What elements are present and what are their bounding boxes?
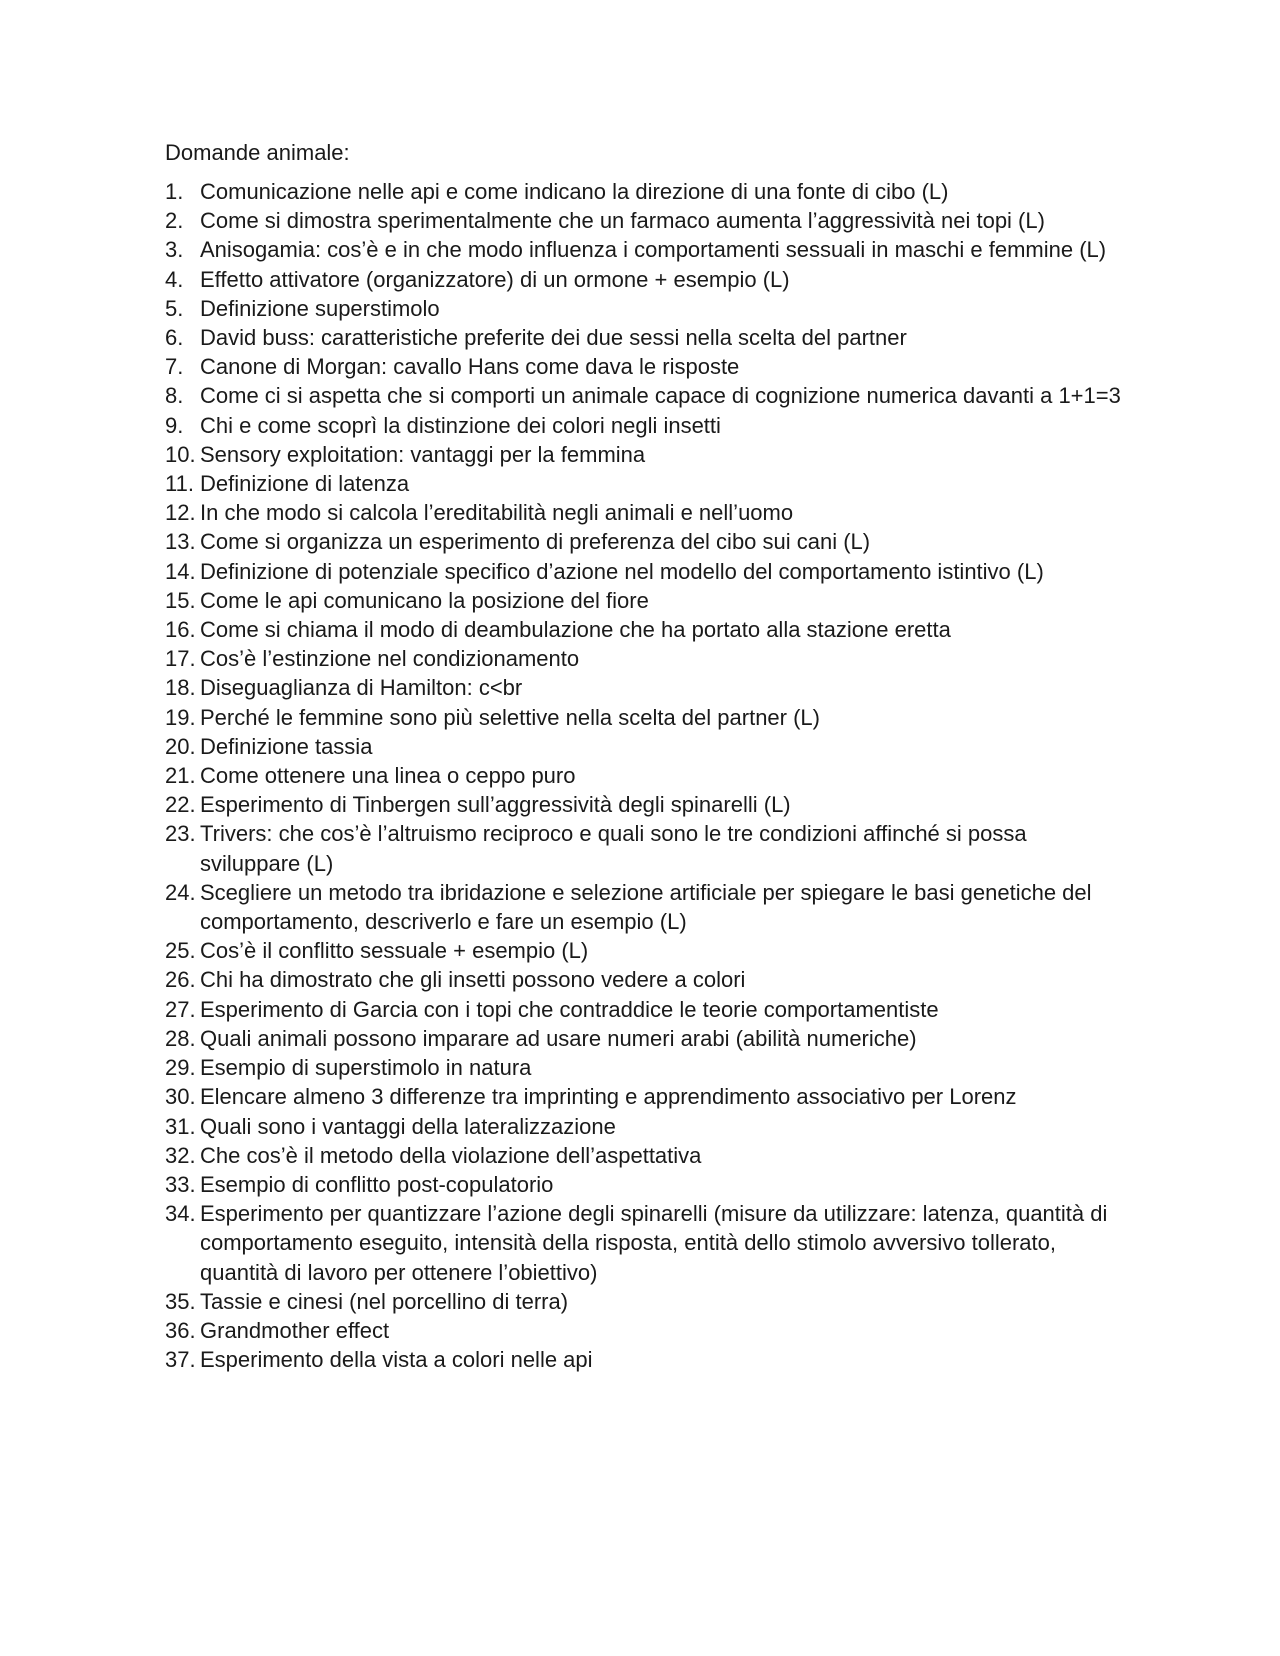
question-number: 20. [165, 733, 196, 759]
question-number: 21. [165, 763, 196, 789]
question-item [165, 498, 1125, 527]
question-text: Canone di Morgan: cavallo Hans come dava le risposte [200, 354, 740, 380]
question-item [165, 1316, 1125, 1345]
question-text: Esperimento di Garcia con i topi che contraddice le teorie comportamentiste [200, 996, 939, 1022]
question-text: Esperimento di Tinbergen sull’aggressività degli spinarelli (L) [200, 792, 791, 818]
question-number: 17. [165, 646, 196, 672]
question-item [165, 440, 1125, 469]
question-number: 14. [165, 558, 196, 584]
question-item [165, 1287, 1125, 1316]
question-text: Cos’è l’estinzione nel condizionamento [200, 646, 580, 672]
question-number: 19. [165, 704, 196, 730]
question-item [165, 177, 1125, 206]
question-text: Scegliere un metodo tra ibridazione e selezione artificiale per spiegare le basi genetiche del comportamento, descriverlo e fare un esempio (L) [200, 879, 1092, 935]
question-number: 24. [165, 879, 196, 905]
question-number: 31. [165, 1113, 196, 1139]
question-number: 10. [165, 441, 196, 467]
question-item [165, 294, 1125, 323]
question-text: Trivers: che cos’è l’altruismo reciproco e quali sono le tre condizioni affinché si possa sviluppare (L) [200, 821, 1027, 876]
question-text: Comunicazione nelle api e come indicano la direzione di una fonte di cibo (L) [200, 179, 949, 204]
question-number: 22. [165, 792, 196, 818]
question-item [165, 1082, 1125, 1111]
question-item [165, 469, 1125, 498]
question-item [165, 732, 1125, 761]
document-heading: Domande animale: [165, 140, 350, 165]
question-item [165, 1024, 1125, 1053]
question-number: 33. [165, 1171, 196, 1197]
question-text: Come si organizza un esperimento di preferenza del cibo sui cani (L) [200, 529, 871, 555]
question-number: 13. [165, 529, 196, 555]
question-text: Esempio di superstimolo in natura [200, 1055, 532, 1081]
question-item [165, 265, 1125, 294]
question-item [165, 615, 1125, 644]
question-text: Definizione di latenza [200, 471, 410, 497]
question-number: 26. [165, 967, 196, 993]
question-number: 8. [165, 383, 184, 409]
question-item [165, 1053, 1125, 1082]
question-number: 28. [165, 1025, 196, 1051]
question-text: David buss: caratteristiche preferite dei due sessi nella scelta del partner [200, 325, 907, 351]
question-number: 30. [165, 1084, 196, 1110]
question-text: Come le api comunicano la posizione del fiore [200, 587, 649, 613]
question-text: Diseguaglianza di Hamilton: c<br [200, 675, 523, 701]
question-number: 16. [165, 617, 196, 643]
question-text: Cos’è il conflitto sessuale + esempio (L) [200, 938, 589, 964]
question-text: Esempio di conflitto post-copulatorio [200, 1171, 554, 1197]
question-text: Come si dimostra sperimentalmente che un farmaco aumenta l’aggressività nei topi (L) [200, 208, 1045, 234]
question-number: 29. [165, 1055, 196, 1081]
question-item [165, 790, 1125, 819]
question-number: 5. [165, 295, 184, 321]
document-content [165, 138, 1125, 1374]
question-item [165, 586, 1125, 615]
question-number: 4. [165, 266, 184, 292]
question-text: Quali sono i vantaggi della lateralizzazione [200, 1113, 616, 1139]
question-item [165, 995, 1125, 1024]
question-number: 7. [165, 354, 184, 380]
question-text: Quali animali possono imparare ad usare numeri arabi (abilità numeriche) [200, 1025, 917, 1051]
question-item [165, 819, 1125, 877]
question-item [165, 381, 1125, 410]
question-text: Sensory exploitation: vantaggi per la femmina [200, 441, 646, 467]
question-number: 3. [165, 237, 184, 263]
question-text: Chi ha dimostrato che gli insetti possono vedere a colori [200, 967, 746, 993]
question-number: 11. [165, 471, 194, 497]
question-number: 36. [165, 1317, 196, 1343]
question-item [165, 761, 1125, 790]
question-item [165, 527, 1125, 556]
question-text: Perché le femmine sono più selettive nella scelta del partner (L) [200, 704, 820, 730]
question-number: 32. [165, 1142, 196, 1168]
question-text: Come si chiama il modo di deambulazione che ha portato alla stazione eretta [200, 617, 951, 643]
question-number: 9. [165, 412, 184, 438]
question-item [165, 206, 1125, 235]
question-number: 35. [165, 1288, 196, 1314]
question-item [165, 235, 1125, 264]
question-text: Grandmother effect [200, 1317, 390, 1343]
question-text: Esperimento per quantizzare l’azione degli spinarelli (misure da utilizzare: latenza, quantità di comportamento eseguito, intensità della risposta, entità dello stimolo avversivo tollerato, quantità di lavoro per ottenere l’obiettivo) [200, 1201, 1108, 1285]
question-number: 1. [165, 179, 184, 204]
question-number: 2. [165, 208, 184, 234]
question-number: 12. [165, 500, 196, 526]
question-item [165, 673, 1125, 702]
question-item [165, 323, 1125, 352]
question-text: Tassie e cinesi (nel porcellino di terra) [200, 1288, 569, 1314]
question-number: 27. [165, 996, 196, 1022]
question-item [165, 878, 1125, 936]
question-number: 37. [165, 1347, 196, 1373]
question-item [165, 352, 1125, 381]
question-text: Definizione superstimolo [200, 295, 440, 321]
question-item [165, 1141, 1125, 1170]
question-item [165, 965, 1125, 994]
question-item [165, 936, 1125, 965]
question-number: 23. [165, 821, 196, 847]
question-item [165, 1170, 1125, 1199]
question-item [165, 703, 1125, 732]
question-item [165, 1345, 1125, 1374]
question-item [165, 644, 1125, 673]
question-text: Definizione tassia [200, 733, 373, 759]
question-number: 6. [165, 325, 184, 351]
question-text: Come ottenere una linea o ceppo puro [200, 763, 576, 789]
question-list [165, 177, 1125, 1374]
question-number: 15. [165, 587, 196, 613]
question-text: Anisogamia: cos’è e in che modo influenza i comportamenti sessuali in maschi e femmine (L) [200, 237, 1107, 263]
question-number: 34. [165, 1201, 196, 1227]
question-number: 18. [165, 675, 196, 701]
question-text: Esperimento della vista a colori nelle api [200, 1347, 593, 1373]
question-text: In che modo si calcola l’ereditabilità negli animali e nell’uomo [200, 500, 794, 526]
question-text: Chi e come scoprì la distinzione dei colori negli insetti [200, 412, 721, 438]
question-text: Definizione di potenziale specifico d’azione nel modello del comportamento istintivo (L) [200, 558, 1044, 584]
question-item [165, 1199, 1125, 1287]
question-item [165, 411, 1125, 440]
question-text: Come ci si aspetta che si comporti un animale capace di cognizione numerica davanti a 1+1=3 [200, 383, 1121, 409]
question-item [165, 557, 1125, 586]
question-item [165, 1112, 1125, 1141]
question-text: Che cos’è il metodo della violazione dell’aspettativa [200, 1142, 702, 1168]
question-text: Effetto attivatore (organizzatore) di un ormone + esempio (L) [200, 266, 790, 292]
question-number: 25. [165, 938, 196, 964]
question-text: Elencare almeno 3 differenze tra imprinting e apprendimento associativo per Lorenz [200, 1084, 1017, 1110]
